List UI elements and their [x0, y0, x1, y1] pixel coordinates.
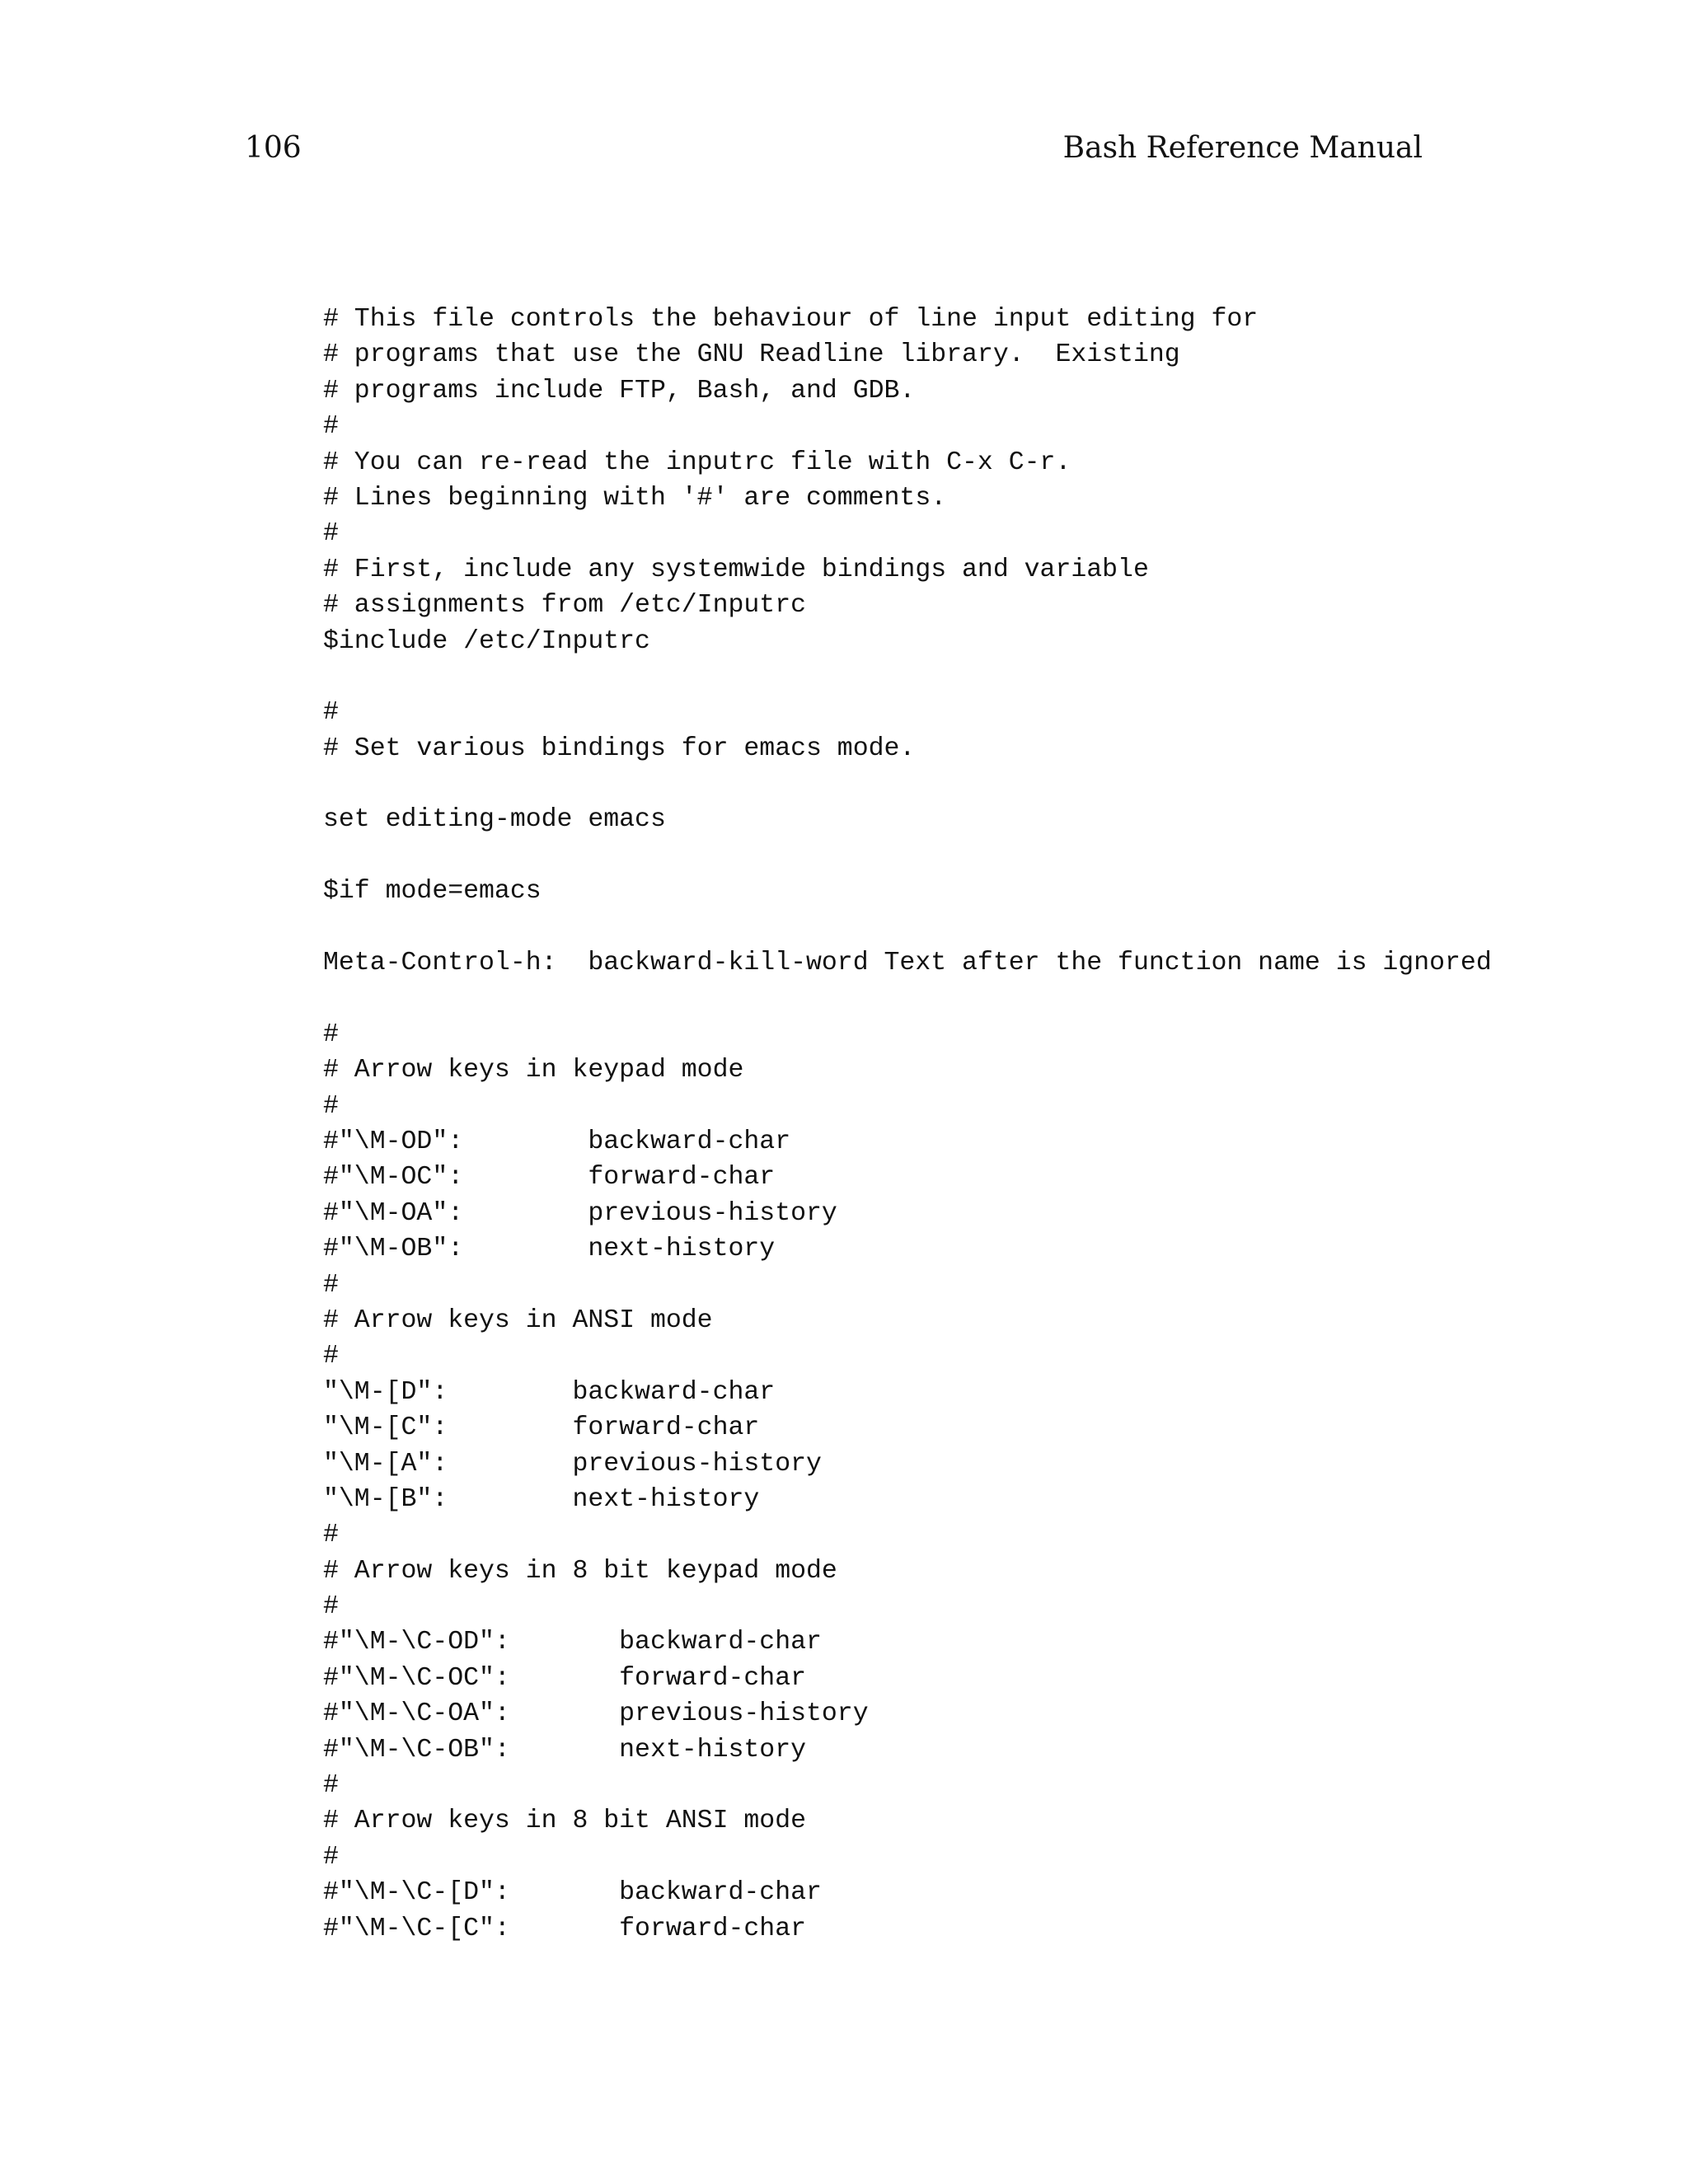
code-line: #"\M-\C-[D": backward-char [323, 1878, 822, 1908]
code-line: # [323, 412, 339, 442]
code-line: $include /etc/Inputrc [323, 626, 650, 656]
code-line: # Arrow keys in 8 bit ANSI mode [323, 1807, 806, 1836]
code-line: "\M-[B": next-history [323, 1484, 760, 1514]
code-line: #"\M-OA": previous-history [323, 1198, 837, 1228]
code-line: # assignments from /etc/Inputrc [323, 591, 806, 621]
code-line: # programs include FTP, Bash, and GDB. [323, 376, 916, 405]
code-line: # First, include any systemwide bindings and variable [323, 555, 1149, 584]
code-line: Meta-Control-h: backward-kill-word Text after the function name is ignored [323, 949, 1492, 978]
code-line: #"\M-OC": forward-char [323, 1163, 776, 1193]
running-header-title: Bash Reference Manual [1062, 131, 1423, 165]
code-line: # [323, 1019, 339, 1049]
code-line: #"\M-OD": backward-char [323, 1127, 791, 1156]
code-line: "\M-[D": backward-char [323, 1377, 776, 1407]
code-line: # Lines beginning with '#' are comments. [323, 483, 947, 513]
code-line: #"\M-OB": next-history [323, 1235, 776, 1264]
code-line: # This file controls the behaviour of line input editing for [323, 305, 1259, 334]
code-line [323, 659, 1492, 695]
inputrc-code-block [323, 302, 1492, 1947]
code-line: #"\M-\C-OC": forward-char [323, 1663, 806, 1693]
code-line: # [323, 698, 339, 728]
code-line: set editing-mode emacs [323, 805, 666, 835]
code-line: # Arrow keys in 8 bit keypad mode [323, 1556, 837, 1586]
code-line: "\M-[C": forward-char [323, 1413, 760, 1443]
code-line: # You can re-read the inputrc file with C-x C-r. [323, 448, 1071, 477]
code-line: # [323, 1592, 339, 1622]
code-line: $if mode=emacs [323, 877, 542, 907]
code-line: # [323, 1342, 339, 1371]
code-line: # [323, 1091, 339, 1121]
page-number: 106 [245, 131, 302, 165]
code-line: # [323, 1842, 339, 1872]
code-line [323, 981, 1492, 1016]
code-line: # Arrow keys in ANSI mode [323, 1305, 713, 1335]
code-line [323, 838, 1492, 874]
code-line [323, 910, 1492, 945]
code-line: # [323, 1521, 339, 1550]
code-line: # [323, 1771, 339, 1801]
code-line: # [323, 519, 339, 549]
code-line [323, 766, 1492, 802]
code-line: #"\M-\C-OB": next-history [323, 1735, 806, 1765]
code-line: # [323, 1270, 339, 1300]
code-line: # programs that use the GNU Readline library. Existing [323, 340, 1180, 370]
code-line: #"\M-\C-OD": backward-char [323, 1628, 822, 1657]
code-line: # Set various bindings for emacs mode. [323, 733, 916, 763]
code-line: #"\M-\C-OA": previous-history [323, 1699, 869, 1729]
code-line: "\M-[A": previous-history [323, 1449, 822, 1479]
code-line: #"\M-\C-[C": forward-char [323, 1914, 806, 1943]
code-line: # Arrow keys in keypad mode [323, 1056, 744, 1085]
